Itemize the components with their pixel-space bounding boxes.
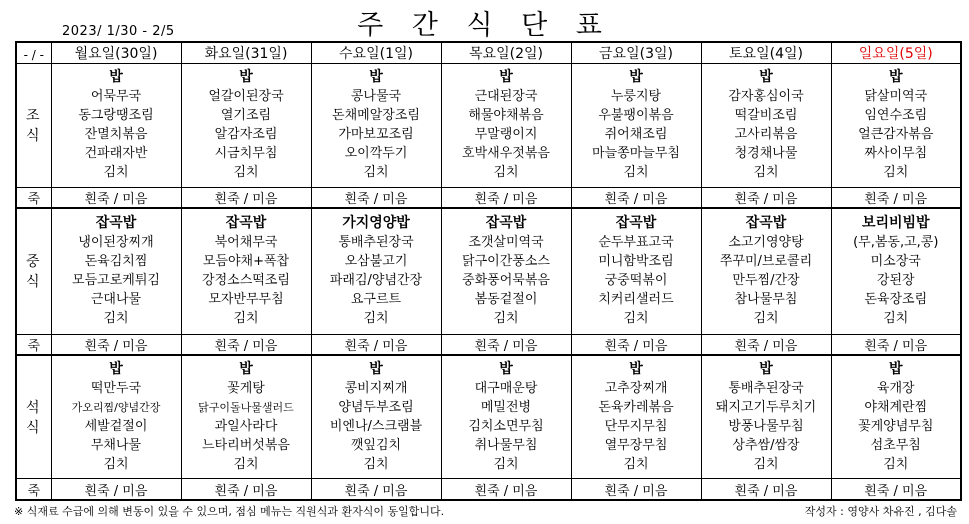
- breakfast-label: [16, 64, 51, 188]
- menu-item: 김치: [623, 311, 649, 327]
- dinner-label: [16, 355, 51, 479]
- menu-item: 오삼불고기: [344, 254, 408, 270]
- menu-item: 느타리버섯볶음: [202, 438, 290, 454]
- menu-item: 봄동겉절이: [474, 292, 538, 308]
- porridge-cell: 흰죽 / 미음: [51, 479, 181, 500]
- breakfast-row: [16, 64, 961, 188]
- menu-cell: [181, 355, 311, 479]
- porridge-cell: 흰죽 / 미음: [51, 187, 181, 208]
- menu-item: 무말랭이지: [474, 127, 538, 143]
- menu-item: 냉이된장찌개: [78, 235, 154, 251]
- menu-item: 마늘쫑마늘무침: [592, 146, 680, 162]
- porridge-label: 죽: [16, 334, 51, 355]
- menu-item: 돈육김치찜: [84, 254, 148, 270]
- menu-item: 김치: [493, 165, 519, 181]
- menu-item: 근대된장국: [474, 89, 538, 105]
- menu-item: 꽃게탕: [227, 381, 265, 397]
- menu-main-dish: 밥: [629, 361, 643, 378]
- menu-main-dish: 밥: [759, 361, 773, 378]
- porridge-cell: 흰죽 / 미음: [181, 479, 311, 500]
- porridge-cell: 흰죽 / 미음: [701, 334, 831, 355]
- date-range: 2023/ 1/30 - 2/5: [62, 24, 175, 39]
- menu-cell: [441, 64, 571, 188]
- menu-item: 김치: [363, 311, 389, 327]
- day-header-row: [16, 42, 961, 64]
- day-header: 수요일(1일): [311, 42, 441, 64]
- porridge-cell: 흰죽 / 미음: [831, 334, 961, 355]
- menu-item: 우불팽이볶음: [598, 108, 674, 124]
- menu-item: 김치소면무침: [468, 419, 544, 435]
- menu-cell: [441, 208, 571, 334]
- menu-main-dish: 밥: [239, 361, 253, 378]
- menu-item: 조갯살미역국: [468, 235, 544, 251]
- menu-item: 고추장찌개: [604, 381, 668, 397]
- menu-item: 김치: [103, 457, 129, 473]
- menu-item: 김치: [883, 457, 909, 473]
- menu-main-dish: 밥: [109, 69, 123, 86]
- menu-main-dish: 밥: [369, 69, 383, 86]
- menu-main-dish: 가지영양밥: [342, 215, 410, 232]
- porridge-cell: 흰죽 / 미음: [701, 187, 831, 208]
- menu-item: 미소장국: [870, 254, 921, 270]
- menu-item: 김치: [753, 165, 779, 181]
- menu-item: 돼지고기두루치기: [715, 400, 817, 416]
- menu-item: 파래김/양념간장: [329, 273, 423, 289]
- menu-cell: [701, 208, 831, 334]
- menu-main-dish: 밥: [759, 69, 773, 86]
- footer-author: 작성자 : 영양사 차유진 , 김다솔: [804, 505, 957, 518]
- menu-item: 돈육카레볶음: [598, 400, 674, 416]
- menu-main-dish: 밥: [499, 69, 513, 86]
- menu-main-dish: 보리비빔밥: [861, 215, 930, 232]
- menu-item: 방풍나물무침: [728, 419, 804, 435]
- menu-main-dish: 잡곡밥: [745, 215, 787, 232]
- menu-main-dish: 밥: [629, 69, 643, 86]
- menu-item: 가오리찜/양념간장: [71, 401, 161, 415]
- menu-cell: [51, 355, 181, 479]
- menu-main-dish: 밥: [499, 361, 513, 378]
- menu-item: 북어채무국: [214, 235, 278, 251]
- menu-item: 짜사이무침: [864, 146, 928, 162]
- porridge-cell: 흰죽 / 미음: [51, 334, 181, 355]
- menu-cell: [181, 64, 311, 188]
- menu-item: 열기조림: [220, 108, 272, 124]
- menu-item: 강된장: [876, 273, 915, 289]
- menu-main-dish: 잡곡밥: [95, 215, 137, 232]
- porridge-cell: 흰죽 / 미음: [831, 479, 961, 500]
- menu-cell: [311, 64, 441, 188]
- menu-item: 김치: [753, 457, 779, 473]
- menu-item: 육개장: [876, 381, 915, 397]
- menu-item: 야채계란찜: [864, 400, 928, 416]
- porridge-cell: 흰죽 / 미음: [311, 187, 441, 208]
- menu-item: 김치: [493, 457, 519, 473]
- day-header: 금요일(3일): [571, 42, 701, 64]
- menu-item: 가마보꼬조림: [338, 127, 414, 143]
- menu-item: 메밀전병: [480, 400, 532, 416]
- menu-item: 동그랑땡조림: [78, 108, 154, 124]
- menu-item: 시금치무침: [214, 146, 278, 162]
- menu-main-dish: 밥: [239, 69, 253, 86]
- menu-item: 김치: [233, 165, 259, 181]
- menu-item: 얼갈이된장국: [208, 89, 284, 105]
- menu-item: 쭈꾸미/브로콜리: [719, 254, 813, 270]
- menu-item: 무채나물: [90, 438, 142, 454]
- menu-item: 꽃게양념무침: [858, 419, 934, 435]
- menu-item: 양념두부조림: [338, 400, 414, 416]
- menu-cell: [831, 64, 961, 188]
- menu-item: 모듬고로케튀김: [72, 273, 160, 289]
- menu-cell: [701, 64, 831, 188]
- porridge-cell: 흰죽 / 미음: [701, 479, 831, 500]
- corner-symbol: - / -: [23, 47, 44, 62]
- porridge-cell: 흰죽 / 미음: [181, 187, 311, 208]
- footer-note: ※ 식재료 수급에 의해 변동이 있을 수 있으며, 점심 메뉴는 직원식과 환자식이 동일합니다.: [14, 505, 445, 518]
- meal-label-char: 석: [25, 400, 42, 417]
- lunch-row: [16, 208, 961, 334]
- menu-item: 감자홍심이국: [728, 89, 804, 105]
- porridge-cell: 흰죽 / 미음: [831, 187, 961, 208]
- menu-item: 김치: [623, 165, 649, 181]
- porridge-row: [16, 187, 961, 208]
- menu-item: 근대나물: [90, 292, 142, 308]
- weekly-menu-table: [15, 41, 962, 501]
- menu-item: 순두부표고국: [598, 235, 674, 251]
- menu-cell: [571, 208, 701, 334]
- menu-item: 섬초무침: [870, 438, 921, 454]
- porridge-cell: 흰죽 / 미음: [571, 334, 701, 355]
- porridge-cell: 흰죽 / 미음: [571, 479, 701, 500]
- menu-cell: [701, 355, 831, 479]
- menu-item: 깻잎김치: [350, 438, 402, 454]
- menu-item: 해물야채볶음: [468, 108, 544, 124]
- menu-cell: [571, 355, 701, 479]
- lunch-label: [16, 208, 51, 334]
- menu-main-dish: 밥: [888, 361, 903, 378]
- menu-item: 닭구이돌나물샐러드: [198, 401, 294, 415]
- menu-item: 미니함박조림: [598, 254, 674, 270]
- menu-item: 비엔나/스크램블: [329, 419, 423, 435]
- porridge-cell: 흰죽 / 미음: [441, 187, 571, 208]
- menu-item: 닭살미역국: [864, 89, 928, 105]
- meal-label-char: 식: [25, 420, 42, 437]
- menu-item: 소고기영양탕: [728, 235, 804, 251]
- menu-item: 통배추된장국: [338, 235, 414, 251]
- menu-item: 닭구이간풍소스: [462, 254, 550, 270]
- porridge-cell: 흰죽 / 미음: [441, 479, 571, 500]
- meal-label-char: 조: [25, 108, 42, 125]
- menu-item: 취나물무침: [474, 438, 538, 454]
- menu-item: 청경채나물: [734, 146, 798, 162]
- menu-item: 김치: [883, 311, 909, 327]
- menu-item: 고사리볶음: [734, 127, 798, 143]
- menu-cell: [831, 355, 961, 479]
- porridge-cell: 흰죽 / 미음: [181, 334, 311, 355]
- menu-cell: [441, 355, 571, 479]
- menu-item: 김치: [363, 165, 389, 181]
- day-header-sunday: 일요일(5일): [831, 42, 961, 64]
- menu-item: 누룽지탕: [610, 89, 662, 105]
- meal-label-char: 중: [25, 254, 42, 271]
- menu-item: 대구매운탕: [474, 381, 538, 397]
- menu-cell: [51, 64, 181, 188]
- porridge-row: [16, 479, 961, 500]
- menu-item: 쥐어채조림: [604, 127, 668, 143]
- porridge-label: 죽: [16, 479, 51, 500]
- menu-item: 열무장무침: [604, 438, 668, 454]
- menu-item: 통배추된장국: [728, 381, 804, 397]
- menu-item: 돈육장조림: [864, 292, 928, 308]
- menu-item: 잔멸치볶음: [84, 127, 148, 143]
- menu-item: 임연수조림: [864, 108, 928, 124]
- menu-item: 세발겉절이: [84, 419, 148, 435]
- menu-cell: [51, 208, 181, 334]
- porridge-cell: 흰죽 / 미음: [311, 334, 441, 355]
- meal-label-char: 식: [25, 128, 42, 145]
- menu-main-dish: 밥: [109, 361, 123, 378]
- page-title: 주 간 식 단 표: [357, 10, 612, 41]
- day-header: 월요일(30일): [51, 42, 181, 64]
- menu-item: 건파래자반: [84, 146, 148, 162]
- menu-main-dish: 밥: [888, 69, 903, 86]
- menu-cell: [831, 208, 961, 334]
- porridge-cell: 흰죽 / 미음: [571, 187, 701, 208]
- menu-item: 강정소스떡조림: [202, 273, 290, 289]
- menu-item: 김치: [103, 311, 129, 327]
- menu-main-dish: 밥: [369, 361, 383, 378]
- menu-item: 오이깍두기: [344, 146, 408, 162]
- day-header: 토요일(4일): [701, 42, 831, 64]
- menu-cell: [311, 355, 441, 479]
- menu-item: 만두찜/간장: [732, 273, 800, 289]
- menu-item: 호박새우젓볶음: [462, 146, 550, 162]
- menu-cell: [571, 64, 701, 188]
- menu-item: 김치: [233, 457, 259, 473]
- menu-item: 알감자조림: [214, 127, 278, 143]
- menu-item: (무,봄동,고,콩): [853, 235, 939, 251]
- porridge-row: [16, 334, 961, 355]
- menu-item: 요구르트: [350, 292, 402, 308]
- menu-item: 김치: [623, 457, 649, 473]
- menu-item: 중화풍어묵볶음: [462, 273, 550, 289]
- day-header: 화요일(31일): [181, 42, 311, 64]
- menu-item: 김치: [233, 311, 259, 327]
- meal-label-char: 식: [25, 274, 42, 291]
- menu-cell: [311, 208, 441, 334]
- menu-item: 콩나물국: [350, 89, 402, 105]
- menu-item: 떡만두국: [90, 381, 142, 397]
- menu-main-dish: 잡곡밥: [615, 215, 657, 232]
- menu-item: 얼큰감자볶음: [858, 127, 934, 143]
- menu-item: 떡갈비조림: [734, 108, 798, 124]
- porridge-label: 죽: [16, 187, 51, 208]
- menu-item: 콩비지찌개: [344, 381, 408, 397]
- menu-item: 단무지무침: [604, 419, 668, 435]
- menu-cell: [181, 208, 311, 334]
- menu-item: 돈채메알장조림: [332, 108, 420, 124]
- menu-item: 김치: [493, 311, 519, 327]
- menu-main-dish: 잡곡밥: [225, 215, 267, 232]
- menu-item: 모듬야채+폭찹: [202, 254, 290, 270]
- menu-item: 어묵무국: [90, 89, 142, 105]
- menu-item: 김치: [883, 165, 909, 181]
- dinner-row: [16, 355, 961, 479]
- menu-main-dish: 잡곡밥: [485, 215, 527, 232]
- porridge-cell: 흰죽 / 미음: [311, 479, 441, 500]
- menu-item: 김치: [753, 311, 779, 327]
- menu-item: 과일사라다: [214, 419, 278, 435]
- menu-item: 김치: [363, 457, 389, 473]
- menu-item: 김치: [103, 165, 129, 181]
- day-header: 목요일(2일): [441, 42, 571, 64]
- menu-item: 참나물무침: [734, 292, 798, 308]
- menu-item: 궁중떡볶이: [604, 273, 668, 289]
- menu-item: 모자반무무침: [208, 292, 284, 308]
- menu-item: 상추쌈/쌈장: [732, 438, 800, 454]
- menu-item: 치커리샐러드: [598, 292, 674, 308]
- corner-cell: [16, 42, 51, 64]
- porridge-cell: 흰죽 / 미음: [441, 334, 571, 355]
